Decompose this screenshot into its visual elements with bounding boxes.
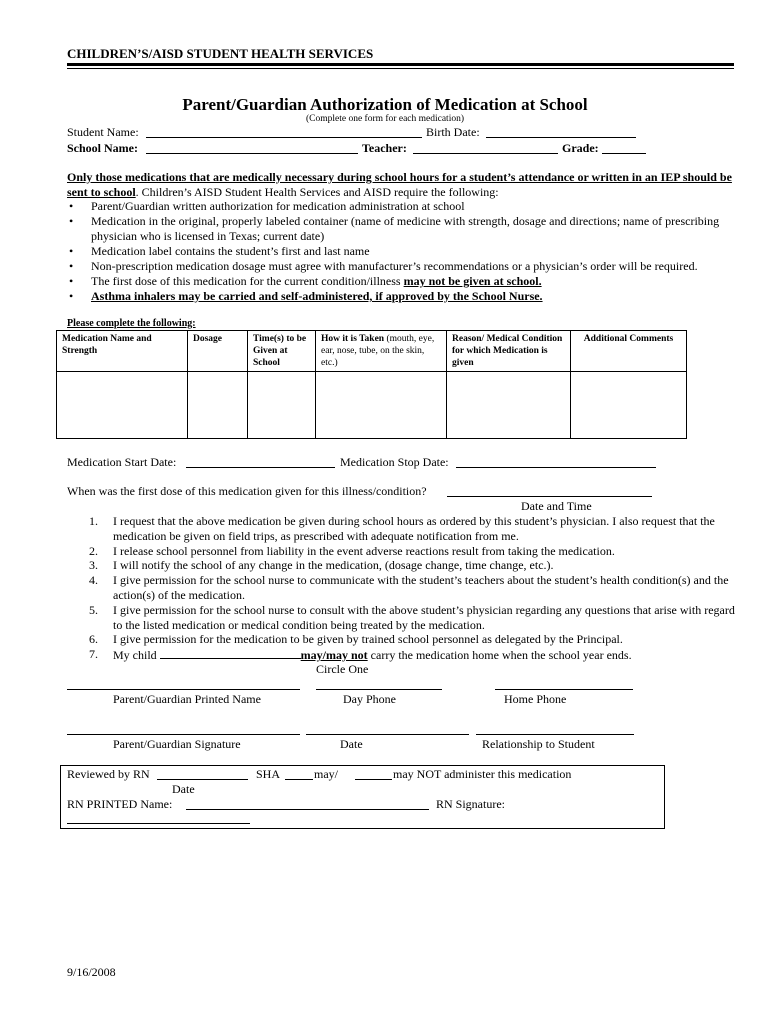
list-item: • Medication label contains the student’s first and last name xyxy=(69,244,370,258)
printed-name-line[interactable] xyxy=(67,689,300,690)
day-phone-caption: Day Phone xyxy=(343,692,396,706)
list-item: 4. I give permission for the school nurse to communicate with the student’s teachers about the student’s health condition(s) and the action(s) of the medication. xyxy=(89,573,729,602)
student-name-field[interactable] xyxy=(146,137,422,138)
home-phone-caption: Home Phone xyxy=(504,692,567,706)
teacher-field[interactable] xyxy=(413,153,558,154)
sha-may-field[interactable] xyxy=(285,779,313,780)
first-dose-question: When was the first dose of this medication given for this illness/condition? xyxy=(67,484,427,498)
relationship-line[interactable] xyxy=(476,734,634,735)
list-item: 7. My child may/may not carry the medication home when the school year ends. xyxy=(89,647,632,663)
child-name-field[interactable] xyxy=(160,647,301,659)
how-taken-cell[interactable] xyxy=(316,372,447,439)
list-item: • The first dose of this medication for the current condition/illness may not be given at school. xyxy=(69,274,542,288)
col-medication-name: Medication Name and Strength xyxy=(57,331,188,372)
reason-cell[interactable] xyxy=(447,372,571,439)
circle-one-caption: Circle One xyxy=(316,662,369,676)
list-item: 5. I give permission for the school nurse to consult with the above student’s physician regarding any questions that arise with regard to the listed medication or medical condition being treated by the medication. xyxy=(89,602,735,632)
first-dose-field[interactable] xyxy=(447,496,652,497)
rn-signature-field[interactable] xyxy=(67,823,250,824)
student-name-label: Student Name: xyxy=(67,125,139,139)
rn-printed-name-label: RN PRINTED Name: xyxy=(67,797,173,811)
home-phone-line[interactable] xyxy=(495,689,633,690)
rn-printed-name-field[interactable] xyxy=(186,809,429,810)
header-rule-thick xyxy=(67,63,734,66)
birth-date-field[interactable] xyxy=(486,137,636,138)
may-may-not-choice[interactable]: may/may not xyxy=(300,648,368,663)
medication-table xyxy=(56,330,687,439)
reviewed-by-field[interactable] xyxy=(157,779,248,780)
signature-caption: Parent/Guardian Signature xyxy=(113,737,241,751)
dosage-cell[interactable] xyxy=(188,372,248,439)
reviewed-by-label: Reviewed by RN xyxy=(67,767,150,781)
department-header: CHILDREN’S/AISD STUDENT HEALTH SERVICES xyxy=(67,46,374,61)
requirements-list xyxy=(67,199,737,304)
birth-date-label: Birth Date: xyxy=(426,125,480,139)
intro-emphasis: Only those medications that are medically necessary during school hours for a student’s attendance or written in an IEP should be sent to school xyxy=(67,170,732,199)
col-reason: Reason/ Medical Condition for which Medication is given xyxy=(447,331,571,372)
list-item: • Medication in the original, properly labeled container (name of medicine with strength, dosage and directions; name of prescribing physician who is licensed in Texas; current date) xyxy=(69,214,720,243)
sha-label: SHA xyxy=(256,767,281,781)
review-date-caption: Date xyxy=(172,782,195,796)
header-rule-thin xyxy=(67,68,734,69)
table-row xyxy=(57,372,687,439)
stop-date-field[interactable] xyxy=(456,467,656,468)
list-item: 3. I will notify the school of any change in the medication, (dosage change, time change, etc.). xyxy=(89,558,554,573)
list-item: 2. I release school personnel from liability in the event adverse reactions result from taking the medication. xyxy=(89,543,615,558)
comments-cell[interactable] xyxy=(571,372,687,439)
signature-date-caption: Date xyxy=(340,737,363,751)
table-header-row xyxy=(57,331,687,372)
intro-paragraph xyxy=(67,170,737,200)
list-item: • Parent/Guardian written authorization for medication administration at school xyxy=(69,199,465,213)
printed-name-caption: Parent/Guardian Printed Name xyxy=(113,692,261,706)
revision-date: 9/16/2008 xyxy=(67,965,116,979)
may-label: may/ xyxy=(314,767,338,781)
relationship-caption: Relationship to Student xyxy=(482,737,595,751)
consent-statements xyxy=(67,514,737,663)
times-cell[interactable] xyxy=(248,372,316,439)
form-title: Parent/Guardian Authorization of Medication at School xyxy=(182,95,588,114)
table-caption: Please complete the following: xyxy=(67,318,196,329)
signature-line[interactable] xyxy=(67,734,300,735)
list-item: • Non-prescription medication dosage must agree with manufacturer’s recommendations or a physician’s order will be required. xyxy=(69,259,698,273)
form-subtitle: (Complete one form for each medication) xyxy=(305,114,464,124)
list-item: 6. I give permission for the medication to be given by trained school personnel as delegated by the Principal. xyxy=(89,632,623,647)
date-time-caption: Date and Time xyxy=(521,499,592,513)
list-item: 1. I request that the above medication be given during school hours as ordered by this student’s physician. I also request that the medication be given on field trips, as prescribed with adequate notification from me. xyxy=(89,514,715,543)
rn-signature-label: RN Signature: xyxy=(436,797,505,811)
school-name-field[interactable] xyxy=(146,153,358,154)
col-dosage: Dosage xyxy=(188,331,248,372)
start-date-field[interactable] xyxy=(186,467,335,468)
medication-name-cell[interactable] xyxy=(57,372,188,439)
signature-date-line[interactable] xyxy=(306,734,469,735)
sha-may-not-field[interactable] xyxy=(355,779,392,780)
list-item: • Asthma inhalers may be carried and self-administered, if approved by the School Nurse. xyxy=(69,289,543,303)
stop-date-label: Medication Stop Date: xyxy=(340,455,449,469)
grade-label: Grade: xyxy=(562,141,599,155)
col-times: Time(s) to be Given at School xyxy=(248,331,316,372)
teacher-label: Teacher: xyxy=(362,141,407,155)
may-not-label: may NOT administer this medication xyxy=(393,767,572,781)
col-comments: Additional Comments xyxy=(571,331,687,372)
col-how-taken: How it is Taken (mouth, eye, ear, nose, tube, on the skin, etc.) xyxy=(316,331,447,372)
grade-field[interactable] xyxy=(602,153,646,154)
intro-rest: . Children’s AISD Student Health Services and AISD require the following: xyxy=(135,185,499,199)
school-name-label: School Name: xyxy=(67,141,138,155)
start-date-label: Medication Start Date: xyxy=(67,455,177,469)
day-phone-line[interactable] xyxy=(316,689,442,690)
